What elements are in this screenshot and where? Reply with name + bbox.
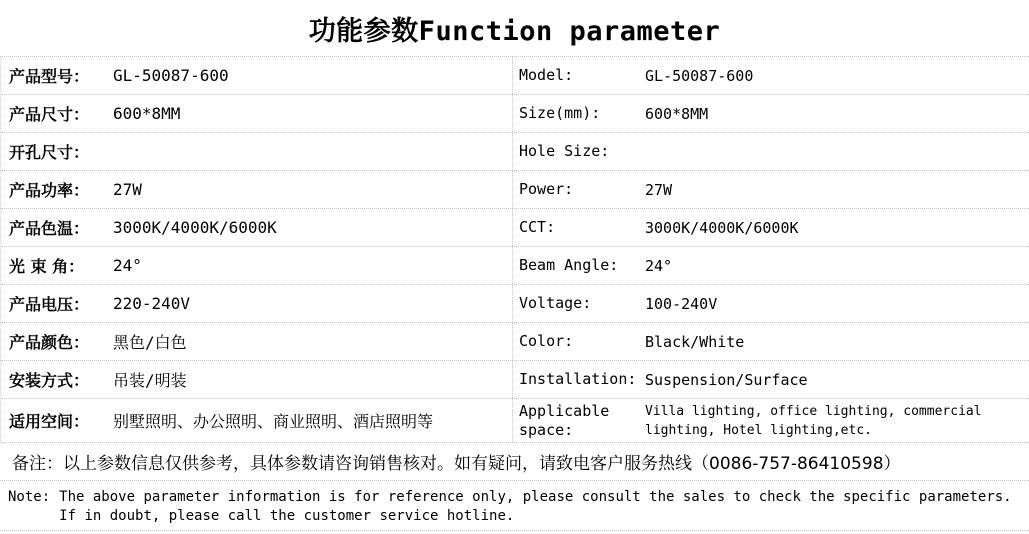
cell-cn: [1, 247, 513, 284]
param-label-en: Voltage:: [519, 294, 592, 312]
param-value-en: 24°: [645, 256, 673, 275]
table-row-installation: [1, 361, 1029, 399]
table-row-model: [1, 57, 1029, 95]
param-label-en: Power:: [519, 180, 574, 198]
note-english-line2: If in doubt, please call the customer service hotline.: [59, 508, 515, 524]
note-english-body: [59, 488, 1011, 526]
param-label-cn: 产品功率：: [9, 181, 90, 200]
cell-en: [513, 399, 1029, 442]
param-label-en: Size(mm):: [519, 104, 601, 122]
parameter-table: [0, 57, 1029, 443]
table-row-color: [1, 323, 1029, 361]
param-label-cn: 产品电压：: [9, 295, 90, 314]
title-bar: [0, 0, 1029, 57]
note-english-prefix: Note:: [8, 489, 51, 505]
param-label-cn: 产品色温：: [9, 219, 90, 238]
param-value-cn: 24°: [113, 256, 142, 275]
param-label-en: Hole Size:: [519, 142, 610, 160]
param-value-en: Black/White: [645, 332, 745, 351]
param-label-cn: 产品颜色：: [9, 333, 90, 352]
table-row-applicable-space: [1, 399, 1029, 443]
cell-en: [513, 95, 1029, 132]
param-label-en: CCT:: [519, 218, 556, 236]
table-row-voltage: [1, 285, 1029, 323]
param-value-en: Suspension/Surface: [645, 370, 808, 389]
cell-en: [513, 209, 1029, 246]
cell-cn: [1, 361, 513, 398]
param-label-cn: 开孔尺寸：: [9, 143, 90, 162]
cell-en: [513, 285, 1029, 322]
param-value-en: 27W: [645, 180, 673, 199]
param-label-cn: 适用空间：: [9, 412, 90, 431]
param-value-cn: 吊装/明装: [113, 371, 187, 390]
table-row-cct: [1, 209, 1029, 247]
cell-cn: [1, 171, 513, 208]
cell-cn: [1, 95, 513, 132]
param-label-en: Installation:: [519, 370, 637, 388]
table-row-hole-size: [1, 133, 1029, 171]
cell-en: [513, 133, 1029, 170]
param-value-en: GL-50087-600: [645, 66, 754, 85]
param-label-en: Color:: [519, 332, 574, 350]
param-label-en: Model:: [519, 66, 574, 84]
cell-cn: [1, 133, 513, 170]
cell-en: [513, 323, 1029, 360]
cell-en: [513, 171, 1029, 208]
page-title: 功能参数Function parameter: [308, 15, 721, 47]
param-value-cn: 600*8MM: [113, 104, 181, 123]
cell-en: [513, 247, 1029, 284]
param-value-cn: 220-240V: [113, 294, 191, 313]
note-chinese: 备注：以上参数信息仅供参考，具体参数请咨询销售核对。如有疑问，请致电客户服务热线（0086-757-86410598）: [0, 443, 1029, 481]
param-label-en: Applicable space:: [519, 401, 610, 439]
param-value-cn: 别墅照明、办公照明、商业照明、酒店照明等: [113, 412, 434, 431]
param-value-en: 600*8MM: [645, 104, 709, 123]
cell-cn: [1, 57, 513, 94]
note-english-line1: The above parameter information is for reference only, please consult the sales to check the specific parameters.: [59, 489, 1012, 505]
param-value-cn: 黑色/白色: [113, 333, 187, 352]
cell-cn: [1, 209, 513, 246]
param-label-en: Beam Angle:: [519, 256, 619, 274]
cell-cn: [1, 399, 513, 442]
cell-cn: [1, 285, 513, 322]
cell-en: [513, 361, 1029, 398]
table-row-beam-angle: [1, 247, 1029, 285]
cell-cn: [1, 323, 513, 360]
param-value-en: Villa lighting, office lighting, commercial lighting, Hotel lighting,etc.: [645, 403, 982, 438]
table-row-power: [1, 171, 1029, 209]
note-english: [0, 481, 1029, 531]
param-label-cn: 安装方式：: [9, 371, 90, 390]
table-row-size: [1, 95, 1029, 133]
param-value-cn: GL-50087-600: [113, 66, 229, 85]
param-value-cn: 27W: [113, 180, 142, 199]
param-label-cn: 光 束 角：: [9, 257, 85, 276]
cell-en: [513, 57, 1029, 94]
param-value-en: 3000K/4000K/6000K: [645, 218, 799, 237]
param-value-en: 100-240V: [645, 294, 718, 313]
param-label-cn: 产品型号：: [9, 67, 90, 86]
param-value-cn: 3000K/4000K/6000K: [113, 218, 277, 237]
param-label-cn: 产品尺寸：: [9, 105, 90, 124]
